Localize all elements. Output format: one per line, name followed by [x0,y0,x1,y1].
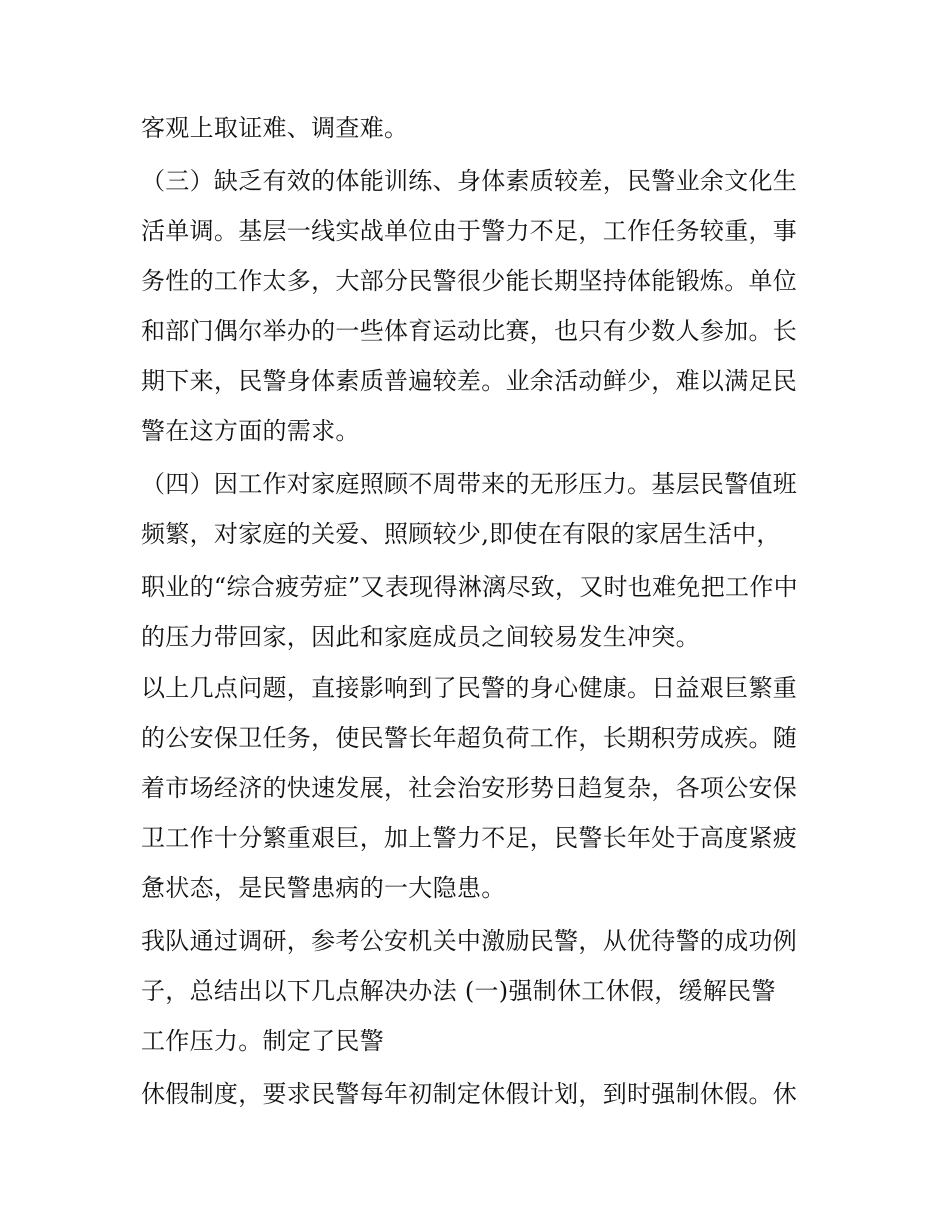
text-line: 惫状态，是民警患病的一大隐患。 [141,874,506,902]
text-line: 的压力带回家，因此和家庭成员之间较易发生冲突。 [141,623,700,651]
text-line: 我队通过调研，参考公安机关中激励民警，从优待警的成功例 [141,927,798,955]
text-line: 和部门偶尔举办的一些体育运动比赛，也只有少数人参加。长 [141,317,798,345]
text-line: 客观上取证难、调查难。 [141,114,409,142]
text-line: 频繁，对家庭的关爱、照顾较少,即使在有限的家居生活中， [141,520,781,548]
text-line: 活单调。基层一线实战单位由于警力不足，工作任务较重，事 [141,217,798,245]
text-line: 着市场经济的快速发展，社会治安形势日趋复杂，各项公安保 [141,774,798,802]
text-line: 的公安保卫任务，使民警长年超负荷工作，长期积劳成疾。随 [141,724,798,752]
text-line: 工作压力。制定了民警 [141,1027,384,1055]
text-line: 休假制度，要求民警每年初制定休假计划，到时强制休假。休 [141,1080,798,1108]
text-line: 卫工作十分繁重艰巨，加上警力不足，民警长年处于高度紧疲 [141,824,798,852]
text-line: 职业的“综合疲劳症”又表现得淋漓尽致，又时也难免把工作中 [141,573,798,601]
text-line: 务性的工作太多，大部分民警很少能长期坚持体能锻炼。单位 [141,267,798,295]
text-line: 以上几点问题，直接影响到了民警的身心健康。日益艰巨繁重 [141,674,798,702]
text-line: 子，总结出以下几点解决办法 (一)强制休工休假，缓解民警 [141,977,776,1005]
text-line: 警在这方面的需求。 [141,417,360,445]
text-line: （四）因工作对家庭照顾不周带来的无形压力。基层民警值班 [141,470,798,498]
text-line: 期下来，民警身体素质普遍较差。业余活动鲜少，难以满足民 [141,367,798,395]
text-line: （三）缺乏有效的体能训练、身体素质较差，民警业余文化生 [141,167,798,195]
